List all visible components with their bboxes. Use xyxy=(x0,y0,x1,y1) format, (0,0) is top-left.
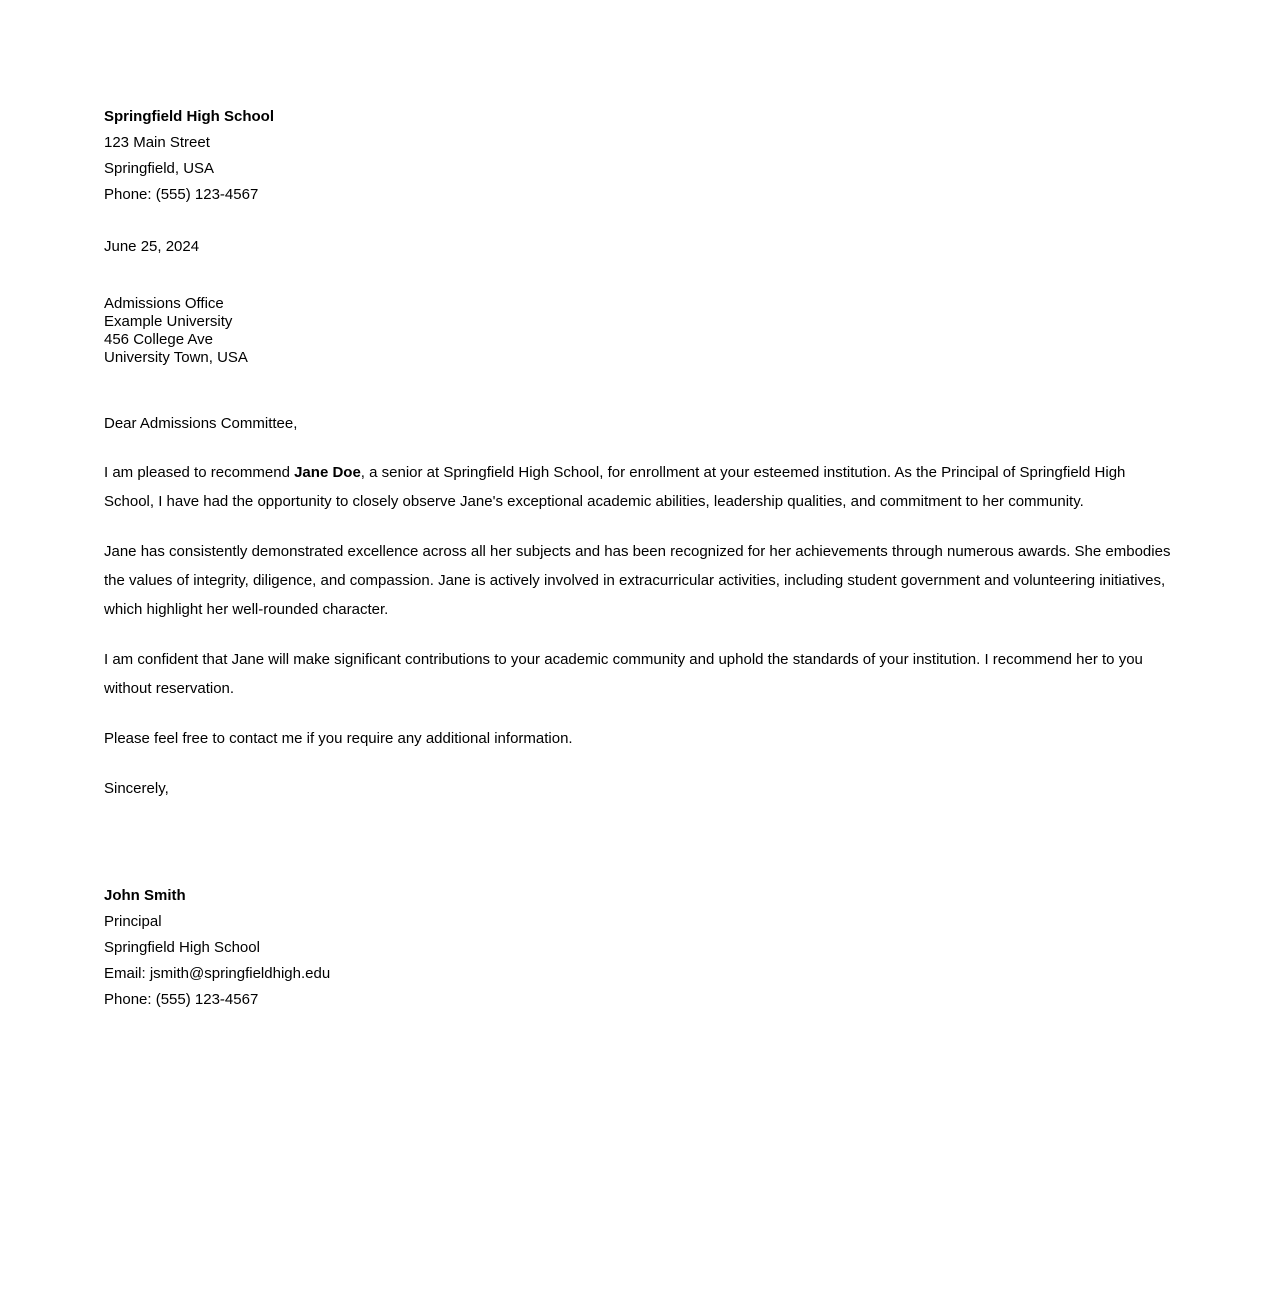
sender-city-state: Springfield, USA xyxy=(104,160,215,177)
letter-date: June 25, 2024 xyxy=(104,238,200,255)
signature-block xyxy=(104,883,1172,1013)
letter-closing: Sincerely, xyxy=(104,780,169,797)
candidate-name-bold: Jane Doe xyxy=(294,464,361,481)
signatory-title: Principal xyxy=(104,913,162,930)
sender-street-address: 123 Main Street xyxy=(104,134,210,151)
signatory-organization: Springfield High School xyxy=(104,939,260,956)
body-paragraph-4: Please feel free to contact me if you require any additional information. xyxy=(104,730,573,747)
body-paragraph-3: I am confident that Jane will make significant contributions to your academic community and uphold the standards of your institution. I recommend her to you without reservation. xyxy=(104,651,1143,697)
letter-body xyxy=(104,104,1172,1013)
recipient-city-state: University Town, USA xyxy=(104,349,248,366)
signatory-name: John Smith xyxy=(104,887,186,904)
body-paragraph-1 xyxy=(104,458,1172,516)
signatory-email: Email: jsmith@springfieldhigh.edu xyxy=(104,965,331,982)
sender-address-block xyxy=(104,104,1172,208)
signatory-phone: Phone: (555) 123-4567 xyxy=(104,991,259,1008)
recipient-organization: Example University xyxy=(104,313,233,330)
sender-organization-name: Springfield High School xyxy=(104,108,274,125)
paragraph-1-text-after-bold: , a senior at Springfield High School, for enrollment at your esteemed institution. As the Principal of Springfield High School, I have had the opportunity to closely observe Jane's exceptional academic abilities, leadership qualities, and commitment to her community. xyxy=(104,464,1126,510)
recipient-address-block xyxy=(104,295,1172,367)
recipient-street-address: 456 College Ave xyxy=(104,331,213,348)
letter-salutation: Dear Admissions Committee, xyxy=(104,415,298,432)
paragraph-1-text-before-bold: I am pleased to recommend xyxy=(104,464,295,481)
body-paragraph-2: Jane has consistently demonstrated excellence across all her subjects and has been recognized for her achievements through numerous awards. She embodies the values of integrity, diligence, and compassion. Jane is actively involved in extracurricular activities, including student government and volunteering initiatives, which highlight her well-rounded character. xyxy=(104,543,1171,618)
sender-phone: Phone: (555) 123-4567 xyxy=(104,186,259,203)
recipient-office: Admissions Office xyxy=(104,295,224,312)
